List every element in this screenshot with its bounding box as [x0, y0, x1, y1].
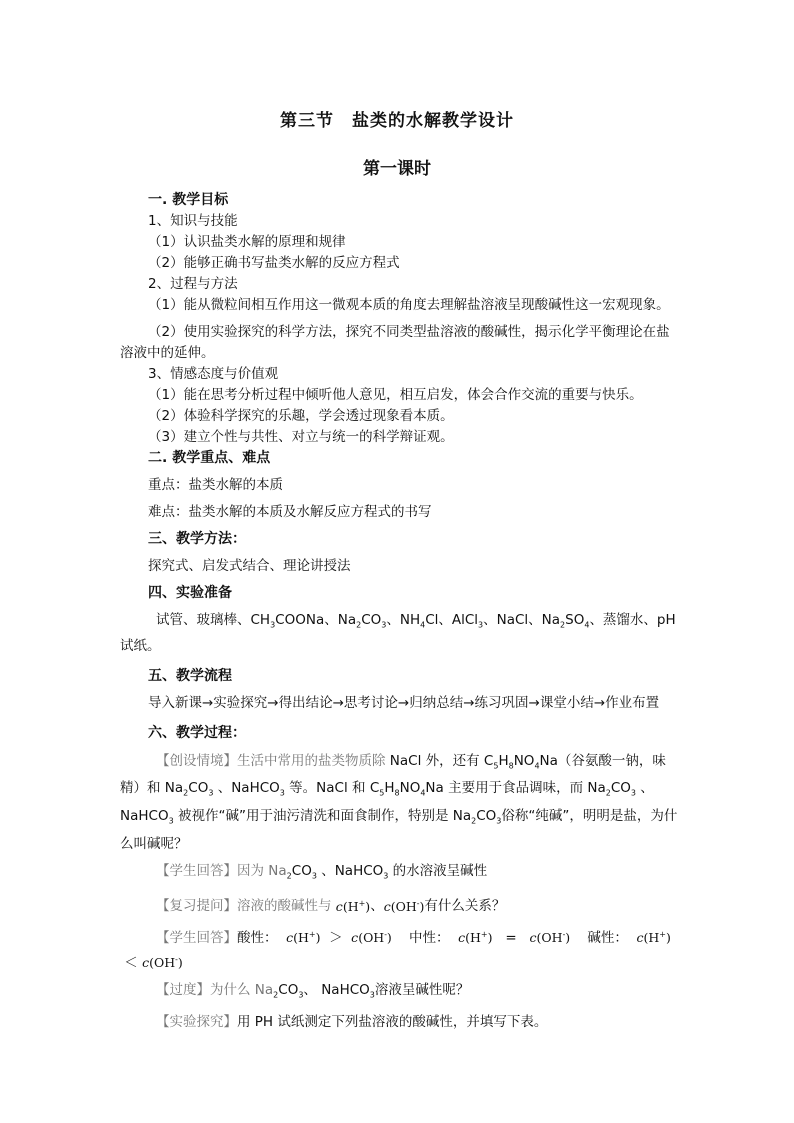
objective-process: 2、过程与方法 — [148, 276, 238, 292]
page-subtitle: 第一课时 — [363, 159, 431, 179]
objective-attitude: 3、情感态度与价值观 — [148, 366, 279, 382]
section-objectives-heading: 一. 教学目标 — [148, 192, 229, 208]
student-answer-1: 【学生回答】因为 $Na_2CO_3$ 、NaHCO$_3$ 的水溶液呈碱性 — [156, 862, 488, 881]
objective-attitude-3: （3）建立个性与共性、对立与统一的科学辩证观。 — [148, 429, 454, 445]
methods-text: 探究式、启发式结合、理论讲授法 — [148, 558, 351, 574]
objective-process-2: （2）使用实验探究的科学方法，探究不同类型盐溶液的酸碱性，揭示化学平衡理论在盐溶液中的延伸。 — [120, 324, 670, 361]
page-title: 第三节 盐类的水解教学设计 — [280, 111, 514, 131]
materials-text: 试管、玻璃棒、$CH_3COONa$、$Na_2CO_3$、$NH_4Cl$、AlCl$_3$、NaCl、$Na_2SO_4$、蒸馏水、pH 试纸。 — [120, 612, 676, 654]
key-point: 重点：盐类水解的本质 — [148, 477, 283, 493]
objective-knowledge: 1、知识与技能 — [148, 213, 238, 229]
transition-question: 【过度】为什么 $Na_2CO_3$、 NaHCO$_3$溶液呈碱性呢？ — [156, 981, 470, 1000]
scenario-paragraph: 【创设情境】生活中常用的盐类物质除 NaCl 外，还有 $C_5H_8NO_4Na$（谷氨酸一钠，味精）和 $Na_2CO_3$ 、NaHCO$_3$ 等。NaCl 和 $C_5H_8NO_4Na$ 主要用于食品调味，而 $Na_2CO_3$ 、NaHCO$_3$ 被视作“碱”用于油污清洗和面食制作，特别是 $Na_2CO_3$俗称“纯碱”，明明是盐，为什么叫碱呢？ — [120, 752, 678, 852]
flow-text: 导入新课→实验探究→得出结论→思考讨论→归纳总结→练习巩固→课堂小结→作业布置 — [148, 694, 660, 711]
student-answer-2: 【学生回答】酸性： c(H+) ＞ c(OH-) 中性： c(H+) = c(OH-) 碱性： c(H+) ＜ c(OH-) — [124, 929, 671, 971]
objective-attitude-1: （1）能在思考分析过程中倾听他人意见，相互启发，体会合作交流的重要与快乐。 — [148, 387, 643, 403]
section-keypoints-heading: 二. 教学重点、难点 — [148, 450, 271, 466]
objective-knowledge-2: （2）能够正确书写盐类水解的反应方程式 — [148, 255, 400, 271]
difficult-point: 难点：盐类水解的本质及水解反应方程式的书写 — [148, 504, 432, 520]
review-question: 【复习提问】溶液的酸碱性与 c(H+)、c(OH-)有什么关系？ — [156, 898, 506, 915]
experiment-instruction: 【实验探究】用 PH 试纸测定下列盐溶液的酸碱性，并填写下表。 — [156, 1013, 548, 1030]
objective-process-1: （1）能从微粒间相互作用这一微观本质的角度去理解盐溶液呈现酸碱性这一宏观现象。 — [148, 297, 670, 313]
section-process-heading: 六、教学过程： — [148, 724, 246, 741]
section-flow-heading: 五、教学流程 — [148, 667, 232, 684]
section-materials-heading: 四、实验准备 — [148, 585, 232, 601]
document-body — [120, 190, 680, 1033]
objective-attitude-2: （2）体验科学探究的乐趣，学会透过现象看本质。 — [148, 408, 454, 424]
objective-knowledge-1: （1）认识盐类水解的原理和规律 — [148, 234, 346, 250]
section-methods-heading: 三、教学方法： — [148, 531, 246, 547]
